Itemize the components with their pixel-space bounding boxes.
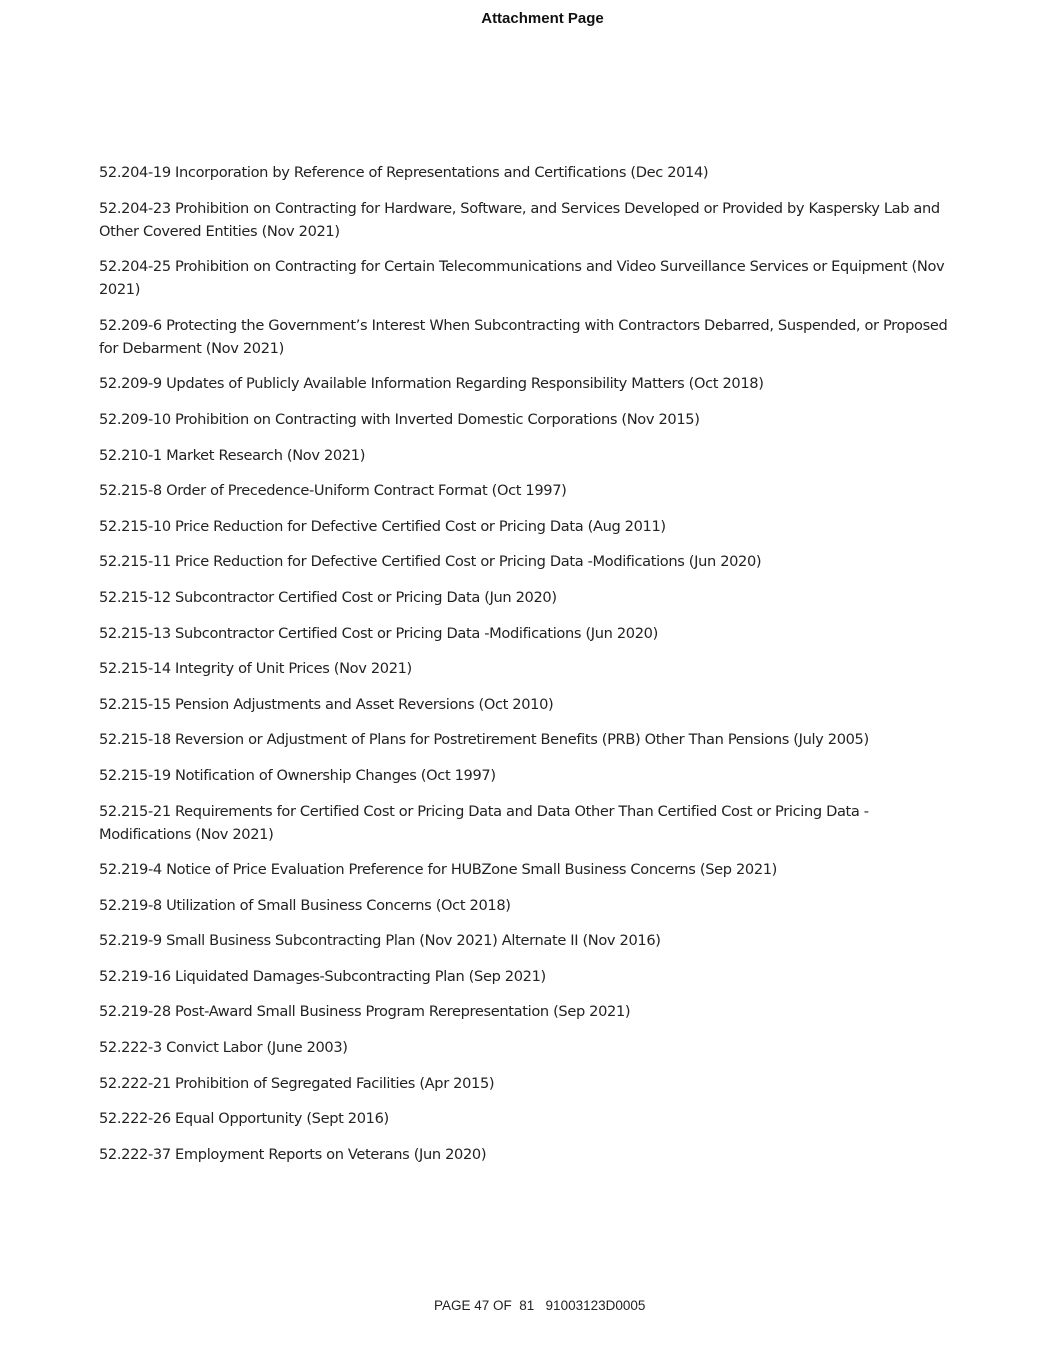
list-item: 52.219-28 Post-Award Small Business Program Rerepresentation (Sep 2021) — [99, 1003, 631, 1021]
list-item: 52.215-18 Reversion or Adjustment of Plans for Postretirement Benefits (PRB) Other Than Pensions (July 2005) — [99, 731, 869, 749]
list-item: 52.215-8 Order of Precedence-Uniform Contract Format (Oct 1997) — [99, 482, 567, 500]
list-item: 52.215-15 Pension Adjustments and Asset Reversions (Oct 2010) — [99, 695, 554, 713]
list-item: 52.209-6 Protecting the Government’s Interest When Subcontracting with Contractors Debarred, Suspended, or Proposed for Debarment (Nov 2021) — [99, 316, 948, 357]
list-item: 52.204-23 Prohibition on Contracting for Hardware, Software, and Services Developed or Provided by Kaspersky Lab and Other Covered Entities (Nov 2021) — [99, 199, 940, 240]
list-item: 52.215-11 Price Reduction for Defective Certified Cost or Pricing Data -Modifications (Jun 2020) — [99, 553, 762, 571]
list-item: 52.209-9 Updates of Publicly Available Information Regarding Responsibility Matters (Oct 2018) — [99, 375, 764, 393]
list-item: 52.222-21 Prohibition of Segregated Facilities (Apr 2015) — [99, 1074, 495, 1092]
list-item: 52.215-19 Notification of Ownership Changes (Oct 1997) — [99, 766, 496, 784]
list-item: 52.215-14 Integrity of Unit Prices (Nov 2021) — [99, 660, 412, 678]
list-item: 52.219-16 Liquidated Damages-Subcontracting Plan (Sep 2021) — [99, 967, 546, 985]
list-item: 52.219-8 Utilization of Small Business Concerns (Oct 2018) — [99, 896, 511, 914]
list-item: 52.215-13 Subcontractor Certified Cost or Pricing Data -Modifications (Jun 2020) — [99, 624, 658, 642]
list-item: 52.222-3 Convict Labor (June 2003) — [99, 1039, 348, 1057]
list-item: 52.204-19 Incorporation by Reference of Representations and Certifications (Dec 2014) — [99, 164, 709, 181]
list-item: 52.222-26 Equal Opportunity (Sept 2016) — [99, 1110, 389, 1128]
list-item: 52.215-10 Price Reduction for Defective Certified Cost or Pricing Data (Aug 2011) — [99, 517, 666, 535]
list-item: 52.219-4 Notice of Price Evaluation Preference for HUBZone Small Business Concerns (Sep 2021) — [99, 861, 778, 879]
page-title: Attachment Page — [481, 10, 604, 27]
list-item: 52.222-37 Employment Reports on Veterans (Jun 2020) — [99, 1145, 487, 1163]
clause-list — [99, 161, 959, 1178]
list-item: 52.204-25 Prohibition on Contracting for Certain Telecommunications and Video Surveillance Services or Equipment (Nov 2021) — [99, 258, 945, 299]
list-item: 52.215-12 Subcontractor Certified Cost or Pricing Data (Jun 2020) — [99, 588, 557, 606]
page-footer: PAGE 47 OF 81 91003123D0005 — [434, 1298, 646, 1313]
list-item: 52.215-21 Requirements for Certified Cost or Pricing Data and Data Other Than Certified Cost or Pricing Data -Modifications (Nov 2021) — [99, 802, 869, 843]
list-item: 52.209-10 Prohibition on Contracting with Inverted Domestic Corporations (Nov 2015) — [99, 410, 700, 428]
list-item: 52.219-9 Small Business Subcontracting Plan (Nov 2021) Alternate II (Nov 2016) — [99, 932, 661, 950]
list-item: 52.210-1 Market Research (Nov 2021) — [99, 446, 366, 464]
